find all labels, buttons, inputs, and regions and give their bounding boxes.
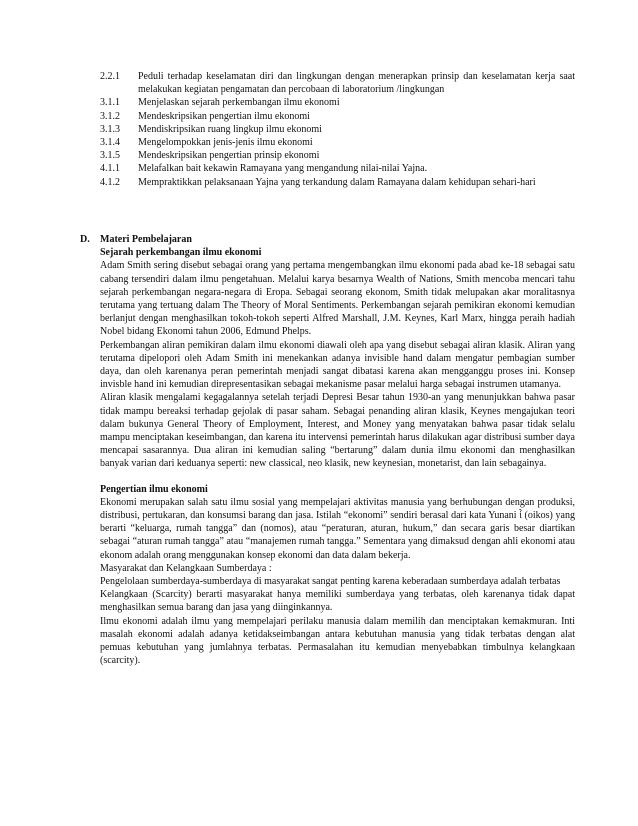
list-item bbox=[100, 110, 575, 123]
section-letter: D. bbox=[80, 234, 90, 245]
objective-number: 2.2.1 bbox=[100, 71, 120, 82]
list-item bbox=[100, 70, 575, 96]
list-item bbox=[100, 149, 575, 162]
objective-number: 3.1.4 bbox=[100, 137, 120, 149]
objective-number: 3.1.2 bbox=[100, 110, 120, 122]
paragraph: Adam Smith sering disebut sebagai orang yang pertama mengembangkan ilmu ekonomi pada abad ke-18 sebagai satu cabang tersendiri dalam ilmu pengetahuan. Melalui karya besarnya Wealth of Nations, Smith mencoba mencari tahu sejarah perkembangan negara-negara di Eropa. Sebagai seorang ekonom, Smith tidak melupakan akar moralitasnya terutama yang tertuang dalam The Theory of Moral Sentiments. Perkembangan sejarah pemikiran ekonomi kemudian berlanjut dengan menghasilkan tokoh-tokoh seperti Alfred Marshall, J.M. Keynes, Karl Marx, hingga peraih hadiah Nobel bidang Ekonomi tahun 2006, Edmund Phelps. bbox=[100, 260, 575, 338]
objective-text: Melafalkan bait kekawin Ramayana yang mengandung nilai-nilai Yajna. bbox=[138, 163, 428, 175]
paragraph: Ekonomi merupakan salah satu ilmu sosial yang mempelajari aktivitas manusia yang berhubungan dengan produksi, distribusi, pertukaran, dan konsumsi barang dan jasa. Istilah “ekonomi” sendiri berasal dari kata Yunani ἶ (oikos) yang berarti “keluarga, rumah tangga” dan (nomos), atau “peraturan, aturan, hukum,” dan secara garis besar diartikan sebagai “aturan rumah tangga” atau “manajemen rumah tangga.” Sementara yang dimaksud dengan ahli ekonomi atau ekonom adalah orang menggunakan konsep ekonomi dan data dalam bekerja. bbox=[100, 496, 575, 561]
section-heading bbox=[80, 233, 580, 246]
objective-number: 3.1.1 bbox=[100, 97, 120, 109]
objective-number: 4.1.1 bbox=[100, 163, 120, 175]
list-item bbox=[100, 162, 575, 175]
list-item bbox=[100, 176, 575, 189]
paragraph: Perkembangan aliran pemikiran dalam ilmu ekonomi diawali oleh apa yang disebut sebagai aliran klasik. Aliran yang terutama dipelopori oleh Adam Smith ini menekankan adanya invisible hand dalam mengatur pembagian sumber daya, dan oleh karenanya peran pemerintah menjadi sangat dibatasi karena akan mengganggu proses ini. Konsep invisble hand ini kemudian direpresentasikan sebagai mekanisme pasar melalui harga sebagai instrumen utamanya. bbox=[100, 339, 575, 391]
paragraph: Kelangkaan (Scarcity) berarti masyarakat hanya memiliki sumberdaya yang terbatas, oleh karenanya tidak dapat menghasilkan semua barang dan jasa yang diinginkannya. bbox=[100, 589, 575, 614]
paragraph: Aliran klasik mengalami kegagalannya setelah terjadi Depresi Besar tahun 1930-an yang menunjukkan bahwa pasar tidak mampu bereaksi terhadap gejolak di pasar saham. Sebagai penanding aliran klasik, Keynes mengajukan teori dalam bukunya General Theory of Employment, Interest, and Money yang menyatakan bahwa pasar tidak selalu mampu menciptakan keseimbangan, dan karena itu intervensi pemerintah harus dilakukan agar distribusi sumber daya mencapai sasarannya. Dua aliran ini kemudian saling “bertarung” dalam dunia ilmu ekonomi dan menghasilkan banyak varian dari keduanya seperti: new classical, neo klasik, new keynesian, monetarist, dan lain sebagainya. bbox=[100, 392, 575, 470]
list-item bbox=[100, 96, 575, 109]
spacer bbox=[100, 471, 575, 483]
objective-number: 3.1.5 bbox=[100, 150, 120, 162]
list-item bbox=[100, 123, 575, 136]
objective-text: Peduli terhadap keselamatan diri dan lingkungan dengan menerapkan prinsip dan keselamatan kerja saat melakukan kegiatan pengamatan dan percobaan di laboratorium /lingkungan bbox=[138, 71, 575, 96]
objective-text: Mendiskripsikan ruang lingkup ilmu ekonomi bbox=[138, 123, 322, 135]
objective-text: Menjelaskan sejarah perkembangan ilmu ekonomi bbox=[138, 97, 340, 109]
paragraph: Masyarakat dan Kelangkaan Sumberdaya : bbox=[100, 562, 272, 574]
objectives-list bbox=[100, 70, 575, 189]
paragraph: Ilmu ekonomi adalah ilmu yang mempelajari perilaku manusia dalam memilih dan menciptakan kemakmuran. Inti masalah ekonomi adalah adanya ketidakseimbangan antara kebutuhan manusia yang tidak terbatas dengan alat pemuas kebutuhan yang jumlahnya terbatas. Permasalahan itu kemudian menyebabkan timbulnya kelangkaan (scarcity). bbox=[100, 615, 575, 667]
objective-text: Mendeskripsikan pengertian prinsip ekonomi bbox=[138, 150, 320, 162]
subheading-pengertian: Pengertian ilmu ekonomi bbox=[100, 483, 208, 495]
list-item bbox=[100, 136, 575, 149]
objective-number: 4.1.2 bbox=[100, 176, 120, 188]
subheading-sejarah: Sejarah perkembangan ilmu ekonomi bbox=[100, 247, 262, 259]
objective-text: Mempraktikkan pelaksanaan Yajna yang terkandung dalam Ramayana dalam kehidupan sehari-hari bbox=[138, 176, 536, 188]
paragraph: Pengelolaan sumberdaya-sumberdaya di masyarakat sangat penting karena keberadaan sumberdaya adalah terbatas bbox=[100, 576, 561, 588]
objective-text: Mengelompokkan jenis-jenis ilmu ekonomi bbox=[138, 137, 313, 149]
section-body bbox=[100, 246, 575, 667]
materi-section bbox=[80, 233, 580, 668]
section-title: Materi Pembelajaran bbox=[100, 234, 192, 245]
objective-number: 3.1.3 bbox=[100, 123, 120, 135]
objective-text: Mendeskripsikan pengertian ilmu ekonomi bbox=[138, 110, 310, 122]
